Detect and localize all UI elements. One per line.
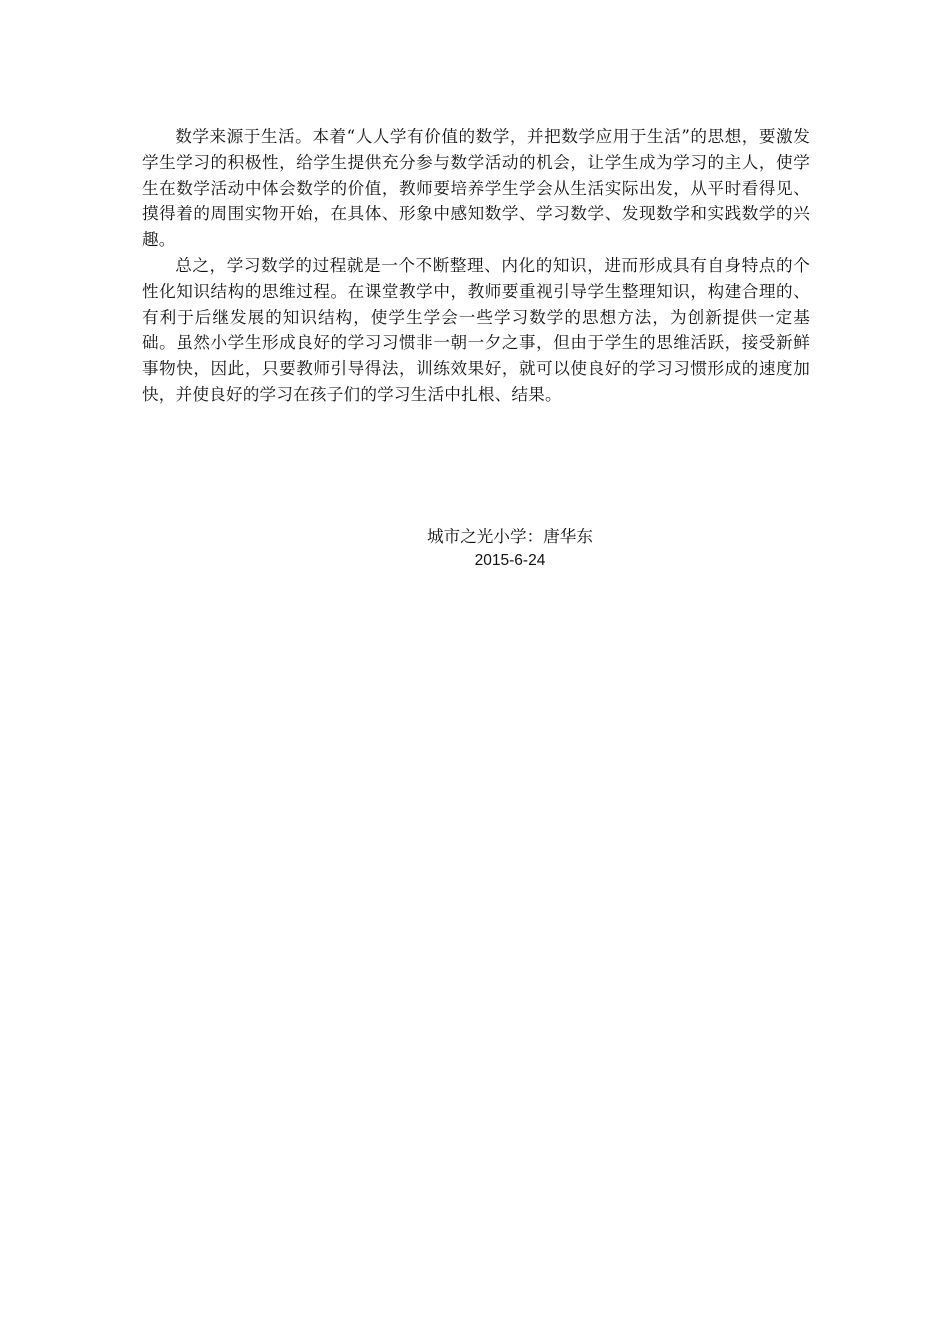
document-body xyxy=(142,124,810,408)
signature-author: 城市之光小学：唐华东 xyxy=(427,527,593,546)
signature-date: 2015-6-24 xyxy=(474,552,546,569)
paragraph-2: 总之，学习数学的过程就是一个不断整理、内化的知识，进而形成具有自身特点的个性化知识结构的思维过程。在课堂教学中，教师要重视引导学生整理知识，构建合理的、有利于后继发展的知识结构，使学生学会一些学习数学的思想方法，为创新提供一定基础。虽然小学生形成良好的学习习惯非一朝一夕之事，但由于学生的思维活跃，接受新鲜事物快，因此，只要教师引导得法，训练效果好，就可以使良好的学习习惯形成的速度加快，并使良好的学习在孩子们的学习生活中扎根、结果。 xyxy=(142,255,810,404)
signature-block xyxy=(380,524,640,573)
paragraph-1: 数学来源于生活。本着“人人学有价值的数学，并把数学应用于生活”的思想，要激发学生学习的积极性，给学生提供充分参与数学活动的机会，让学生成为学习的主人，使学生在数学活动中体会数学的价值，教师要培养学生学会从生活实际出发，从平时看得见、摸得着的周围实物开始，在具体、形象中感知数学、学习数学、发现数学和实践数学的兴趣。 xyxy=(142,127,810,250)
